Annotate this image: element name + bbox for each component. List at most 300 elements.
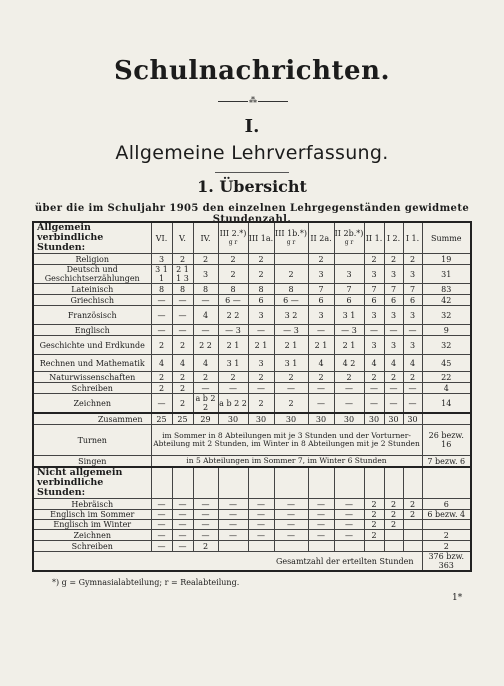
hours-cell: — <box>248 499 274 510</box>
zusammen-cell: 30 <box>218 413 248 425</box>
hours-cell: — <box>364 394 384 414</box>
hours-cell: 3 <box>248 355 274 372</box>
hours-cell: 2 <box>274 394 308 414</box>
subject-cell: Geschichte und Erdkunde <box>33 336 151 355</box>
zusammen-cell: 25 <box>172 413 193 425</box>
subject-cell: Englisch im Sommer <box>33 510 151 520</box>
hours-cell: 4 <box>364 355 384 372</box>
hours-cell <box>274 254 308 265</box>
hours-cell: 4 2 <box>334 355 364 372</box>
hours-cell: 3 <box>384 336 403 355</box>
hours-cell: 2 <box>364 510 384 520</box>
subject-cell: Zeichnen <box>33 530 151 541</box>
blank-cell <box>334 467 364 499</box>
hours-cell: 2 <box>274 265 308 284</box>
column-header <box>274 222 308 254</box>
hours-cell: — <box>384 383 403 394</box>
hours-cell: 3 <box>308 306 334 325</box>
subject-cell: Zeichnen <box>33 394 151 414</box>
hours-cell: — <box>334 510 364 520</box>
hours-cell: 8 <box>248 284 274 295</box>
hours-cell: 2 <box>151 383 172 394</box>
hours-cell: — <box>193 499 218 510</box>
hours-cell: 6 <box>384 295 403 306</box>
hours-cell: 3 <box>248 306 274 325</box>
hours-cell: 6 bezw. 4 <box>422 510 471 520</box>
blank-cell <box>193 467 218 499</box>
hours-cell: — <box>193 530 218 541</box>
hours-cell: 2 1 <box>274 336 308 355</box>
hours-cell: — <box>218 499 248 510</box>
hours-cell: 3 <box>308 265 334 284</box>
hours-cell <box>334 541 364 552</box>
hours-cell: — <box>248 520 274 530</box>
zusammen-label: Zusammen <box>33 413 151 425</box>
section-number: I. <box>244 116 260 137</box>
hours-cell: — <box>334 499 364 510</box>
table-row <box>33 355 471 372</box>
hours-cell: 4 <box>193 355 218 372</box>
zusammen-cell: 30 <box>384 413 403 425</box>
column-header <box>422 222 471 254</box>
hours-cell: — <box>172 520 193 530</box>
hours-cell: — <box>193 510 218 520</box>
hours-cell: 45 <box>422 355 471 372</box>
hours-cell: 2 <box>172 254 193 265</box>
hours-cell: 6 <box>334 295 364 306</box>
hours-cell: 8 <box>218 284 248 295</box>
hours-cell: 3 <box>384 306 403 325</box>
hours-cell <box>422 520 471 530</box>
hours-cell: 4 <box>308 355 334 372</box>
hours-cell: — <box>274 530 308 541</box>
table-row <box>33 372 471 383</box>
column-header <box>151 222 172 254</box>
hours-cell: — <box>308 325 334 336</box>
hours-cell: — <box>151 306 172 325</box>
zusammen-cell: 25 <box>151 413 172 425</box>
column-subheader: g r <box>286 239 296 246</box>
blank-cell <box>364 467 384 499</box>
hours-cell: 6 <box>422 499 471 510</box>
hours-cell <box>334 254 364 265</box>
hours-cell: — <box>308 520 334 530</box>
column-subheader: g r <box>344 239 354 246</box>
hours-cell: 4 <box>172 355 193 372</box>
hours-cell: 2 <box>384 499 403 510</box>
hours-cell: 6 <box>308 295 334 306</box>
zusammen-cell: 30 <box>308 413 334 425</box>
hours-cell: — <box>248 510 274 520</box>
zusammen-cell: 30 <box>403 413 422 425</box>
hours-cell: 7 <box>364 284 384 295</box>
blank-cell <box>218 467 248 499</box>
hours-cell: — <box>248 530 274 541</box>
hours-cell: 6 <box>248 295 274 306</box>
hours-cell: — 3 <box>334 325 364 336</box>
hours-cell: — <box>193 520 218 530</box>
hours-cell: 3 <box>151 254 172 265</box>
hours-cell: — <box>218 510 248 520</box>
hours-cell: 3 <box>403 336 422 355</box>
total-row <box>33 552 471 572</box>
hours-cell: 83 <box>422 284 471 295</box>
footnote: *) g = Gymnasialabteilung; r = Realabteilung. <box>52 578 240 587</box>
hours-cell: 2 <box>384 372 403 383</box>
hours-cell: — <box>334 383 364 394</box>
hours-cell: — <box>248 325 274 336</box>
hours-cell: 2 <box>151 372 172 383</box>
hours-cell: — <box>403 383 422 394</box>
hours-cell: 2 <box>422 541 471 552</box>
column-subheader: g r <box>228 239 238 246</box>
hours-cell: 2 <box>403 499 422 510</box>
hours-cell: — <box>151 520 172 530</box>
hours-cell: 2 2 <box>218 306 248 325</box>
hours-cell: — 3 <box>274 325 308 336</box>
table-row <box>33 325 471 336</box>
column-header-label: Summe <box>430 233 462 243</box>
blank-cell <box>172 467 193 499</box>
hours-cell: 7 <box>308 284 334 295</box>
table-row <box>33 520 471 530</box>
blank-cell <box>403 467 422 499</box>
hours-cell: 6 — <box>218 295 248 306</box>
optional-head-label: Nicht allgemein verbindliche Stunden: <box>33 467 151 499</box>
table-row <box>33 383 471 394</box>
hours-cell: — <box>151 530 172 541</box>
subject-cell: Rechnen und Mathematik <box>33 355 151 372</box>
hours-cell: 22 <box>422 372 471 383</box>
hours-cell: 2 <box>364 499 384 510</box>
hours-cell: a b 2 2 <box>218 394 248 414</box>
hours-cell <box>308 541 334 552</box>
hours-cell: 31 <box>422 265 471 284</box>
table-row <box>33 295 471 306</box>
hours-cell: 6 <box>403 295 422 306</box>
singen-label: Singen <box>33 456 151 468</box>
column-header <box>248 222 274 254</box>
blank-cell <box>151 467 172 499</box>
zusammen-cell: 30 <box>274 413 308 425</box>
hours-cell: 2 <box>274 372 308 383</box>
hours-cell: — <box>403 394 422 414</box>
hours-cell: 2 <box>334 372 364 383</box>
hours-cell: — <box>151 541 172 552</box>
zusammen-cell: 30 <box>248 413 274 425</box>
hours-cell <box>403 541 422 552</box>
hours-cell: a b 2 2 <box>193 394 218 414</box>
table-head-label: Allgemein verbindliche Stunden: <box>33 222 151 254</box>
zusammen-cell: 29 <box>193 413 218 425</box>
hours-cell: 2 <box>218 372 248 383</box>
hours-cell <box>218 541 248 552</box>
hours-cell: — <box>172 530 193 541</box>
hours-cell: — <box>172 295 193 306</box>
hours-cell: 3 <box>403 265 422 284</box>
table-caption: über die im Schuljahr 1905 den einzelnen Lehrgegenständen gewidmete Stundenzahl. <box>34 203 470 225</box>
hours-cell: — <box>248 383 274 394</box>
hours-cell: 3 1 <box>218 355 248 372</box>
hours-cell: 3 <box>364 306 384 325</box>
hours-cell: — <box>151 499 172 510</box>
hours-cell: — <box>193 383 218 394</box>
hours-cell: 3 <box>364 265 384 284</box>
hours-cell: — <box>218 530 248 541</box>
divider-rule <box>215 172 289 173</box>
hours-cell: 3 <box>193 265 218 284</box>
hours-cell: — <box>334 530 364 541</box>
hours-cell: 3 <box>403 306 422 325</box>
hours-cell: 4 <box>384 355 403 372</box>
hours-cell: — <box>151 394 172 414</box>
hours-cell: — <box>308 383 334 394</box>
hours-cell: 3 <box>364 336 384 355</box>
hours-cell: 42 <box>422 295 471 306</box>
column-header <box>193 222 218 254</box>
column-header-label: I 2. <box>386 233 401 243</box>
table-row <box>33 541 471 552</box>
column-header <box>364 222 384 254</box>
hours-cell: 19 <box>422 254 471 265</box>
hours-cell: 2 <box>364 372 384 383</box>
hours-cell: 2 <box>248 394 274 414</box>
hours-cell: — <box>334 394 364 414</box>
hours-cell: — <box>274 510 308 520</box>
hours-cell <box>403 530 422 541</box>
hours-cell: 7 <box>384 284 403 295</box>
hours-cell: — <box>172 499 193 510</box>
hours-cell: — <box>218 520 248 530</box>
column-header <box>308 222 334 254</box>
hours-cell: — <box>151 295 172 306</box>
table-row <box>33 284 471 295</box>
hours-cell: 32 <box>422 336 471 355</box>
column-header <box>334 222 364 254</box>
hours-cell: — <box>403 325 422 336</box>
zusammen-row <box>33 413 471 425</box>
hours-cell: — <box>274 499 308 510</box>
blank-cell <box>248 467 274 499</box>
hours-cell <box>384 530 403 541</box>
hours-cell: 8 <box>193 284 218 295</box>
hours-cell: 2 <box>403 510 422 520</box>
hours-cell: 2 <box>248 265 274 284</box>
column-header-label: IV. <box>200 233 211 243</box>
column-header-label: I 1. <box>405 233 420 243</box>
hours-cell: — <box>384 325 403 336</box>
hours-cell: 8 <box>274 284 308 295</box>
hours-cell: 7 <box>334 284 364 295</box>
hours-cell: — <box>172 306 193 325</box>
subject-cell: Deutsch und Geschichtserzählungen <box>33 265 151 284</box>
hours-cell: — <box>308 530 334 541</box>
column-header-label: VI. <box>155 233 168 243</box>
hours-cell: — <box>308 510 334 520</box>
column-header-label: III 1a. <box>248 233 274 243</box>
section-title: Allgemeine Lehrverfassung. <box>115 142 389 164</box>
turnen-row <box>33 425 471 456</box>
page-title: Schulnachrichten. <box>113 56 391 86</box>
hours-cell: 2 <box>172 383 193 394</box>
hours-cell: 3 1 <box>334 306 364 325</box>
table-row <box>33 254 471 265</box>
subject-cell: Schreiben <box>33 383 151 394</box>
hours-cell: 2 1 <box>248 336 274 355</box>
hours-cell: — <box>308 499 334 510</box>
hours-cell: 3 <box>334 265 364 284</box>
hours-cell: — <box>384 394 403 414</box>
column-header-label: V. <box>179 233 186 243</box>
hours-cell: — <box>193 325 218 336</box>
table-header-row <box>33 222 471 254</box>
blank-cell <box>308 467 334 499</box>
page-number: 1* <box>452 593 463 603</box>
hours-cell: 2 <box>193 254 218 265</box>
lesson-hours-table-wrap <box>32 221 470 572</box>
hours-cell <box>364 541 384 552</box>
hours-cell: 2 <box>218 265 248 284</box>
zusammen-cell: 30 <box>364 413 384 425</box>
hours-cell: — <box>274 383 308 394</box>
hours-cell: 2 <box>384 510 403 520</box>
hours-cell: 2 <box>172 372 193 383</box>
hours-cell: 2 <box>248 254 274 265</box>
subject-cell: Schreiben <box>33 541 151 552</box>
hours-cell: 2 <box>151 336 172 355</box>
table-row <box>33 394 471 414</box>
hours-cell <box>274 541 308 552</box>
hours-cell: — 3 <box>218 325 248 336</box>
column-header <box>403 222 422 254</box>
hours-cell: 2 <box>364 530 384 541</box>
hours-cell: 2 <box>218 254 248 265</box>
hours-cell: 2 1 <box>218 336 248 355</box>
turnen-text: im Sommer in 8 Abteilungen mit je 3 Stunden und der Vorturner-Abteilung mit 2 Stunden, im Winter in 8 Abteilungen mit je 2 Stunden <box>151 425 422 456</box>
hours-cell: 8 <box>151 284 172 295</box>
hours-cell: 6 — <box>274 295 308 306</box>
hours-cell <box>403 520 422 530</box>
hours-cell: — <box>193 295 218 306</box>
column-header <box>172 222 193 254</box>
hours-cell: 2 1 <box>308 336 334 355</box>
column-header-label: II 2a. <box>310 233 332 243</box>
hours-cell: 2 <box>193 372 218 383</box>
column-header-label: II 1. <box>365 233 383 243</box>
column-header-label: II 2b.*) <box>334 229 364 238</box>
subject-cell: Griechisch <box>33 295 151 306</box>
hours-cell: 2 <box>403 254 422 265</box>
turnen-sum: 26 bezw. 16 <box>422 425 471 456</box>
zusammen-cell: 30 <box>334 413 364 425</box>
hours-cell: 2 1 <box>334 336 364 355</box>
column-header-label: III 1b.*) <box>275 229 307 238</box>
column-header <box>384 222 403 254</box>
table-row <box>33 510 471 520</box>
blank-cell <box>422 467 471 499</box>
hours-cell: 2 <box>308 372 334 383</box>
hours-cell: 2 <box>172 394 193 414</box>
subsection-title: 1. Übersicht <box>197 177 307 196</box>
hours-cell: — <box>151 325 172 336</box>
hours-cell: — <box>308 394 334 414</box>
subject-cell: Französisch <box>33 306 151 325</box>
hours-cell: 9 <box>422 325 471 336</box>
hours-cell: — <box>274 520 308 530</box>
singen-text: in 5 Abteilungen im Sommer 7, im Winter 6 Stunden <box>151 456 422 468</box>
hours-cell: 2 <box>308 254 334 265</box>
total-value: 376 bzw. 363 <box>422 552 471 572</box>
subject-cell: Religion <box>33 254 151 265</box>
ornament-divider: ⁂ <box>218 97 288 105</box>
hours-cell: 4 <box>403 355 422 372</box>
hours-cell: 2 <box>384 520 403 530</box>
subject-cell: Lateinisch <box>33 284 151 295</box>
hours-cell: 32 <box>422 306 471 325</box>
hours-cell: 2 <box>193 541 218 552</box>
hours-cell: — <box>172 541 193 552</box>
hours-cell: — <box>364 383 384 394</box>
table-row <box>33 530 471 541</box>
hours-cell: — <box>151 510 172 520</box>
hours-cell: — <box>364 325 384 336</box>
hours-cell: 4 <box>193 306 218 325</box>
hours-cell <box>248 541 274 552</box>
hours-cell: 2 <box>364 520 384 530</box>
subject-cell: Englisch im Winter <box>33 520 151 530</box>
hours-cell: 2 <box>403 372 422 383</box>
hours-cell: 2 2 <box>193 336 218 355</box>
subject-cell: Naturwissenschaften <box>33 372 151 383</box>
total-label: Gesamtzahl der erteilten Stunden <box>33 552 422 572</box>
hours-cell: 7 <box>403 284 422 295</box>
hours-cell: 8 <box>172 284 193 295</box>
table-row <box>33 306 471 325</box>
singen-row <box>33 456 471 468</box>
hours-cell: 3 1 1 <box>151 265 172 284</box>
singen-sum: 7 bezw. 6 <box>422 456 471 468</box>
hours-cell: 2 <box>172 336 193 355</box>
hours-cell: 2 <box>422 530 471 541</box>
subject-cell: Hebräisch <box>33 499 151 510</box>
column-header <box>218 222 248 254</box>
subject-cell: Englisch <box>33 325 151 336</box>
lesson-hours-table <box>32 221 472 572</box>
table-row <box>33 499 471 510</box>
optional-header-row <box>33 467 471 499</box>
hours-cell: — <box>334 520 364 530</box>
hours-cell: — <box>172 510 193 520</box>
hours-cell: 2 1 1 3 <box>172 265 193 284</box>
hours-cell <box>384 541 403 552</box>
hours-cell: 3 <box>384 265 403 284</box>
hours-cell: 3 1 <box>274 355 308 372</box>
hours-cell: 6 <box>364 295 384 306</box>
table-row <box>33 336 471 355</box>
hours-cell: — <box>172 325 193 336</box>
hours-cell: 4 <box>422 383 471 394</box>
hours-cell: 3 2 <box>274 306 308 325</box>
turnen-label: Turnen <box>33 425 151 456</box>
table-row <box>33 265 471 284</box>
hours-cell: — <box>218 383 248 394</box>
hours-cell: 2 <box>364 254 384 265</box>
column-header-label: III 2.*) <box>219 229 247 238</box>
hours-cell: 14 <box>422 394 471 414</box>
zusammen-sum <box>422 413 471 425</box>
hours-cell: 2 <box>248 372 274 383</box>
hours-cell: 2 <box>384 254 403 265</box>
